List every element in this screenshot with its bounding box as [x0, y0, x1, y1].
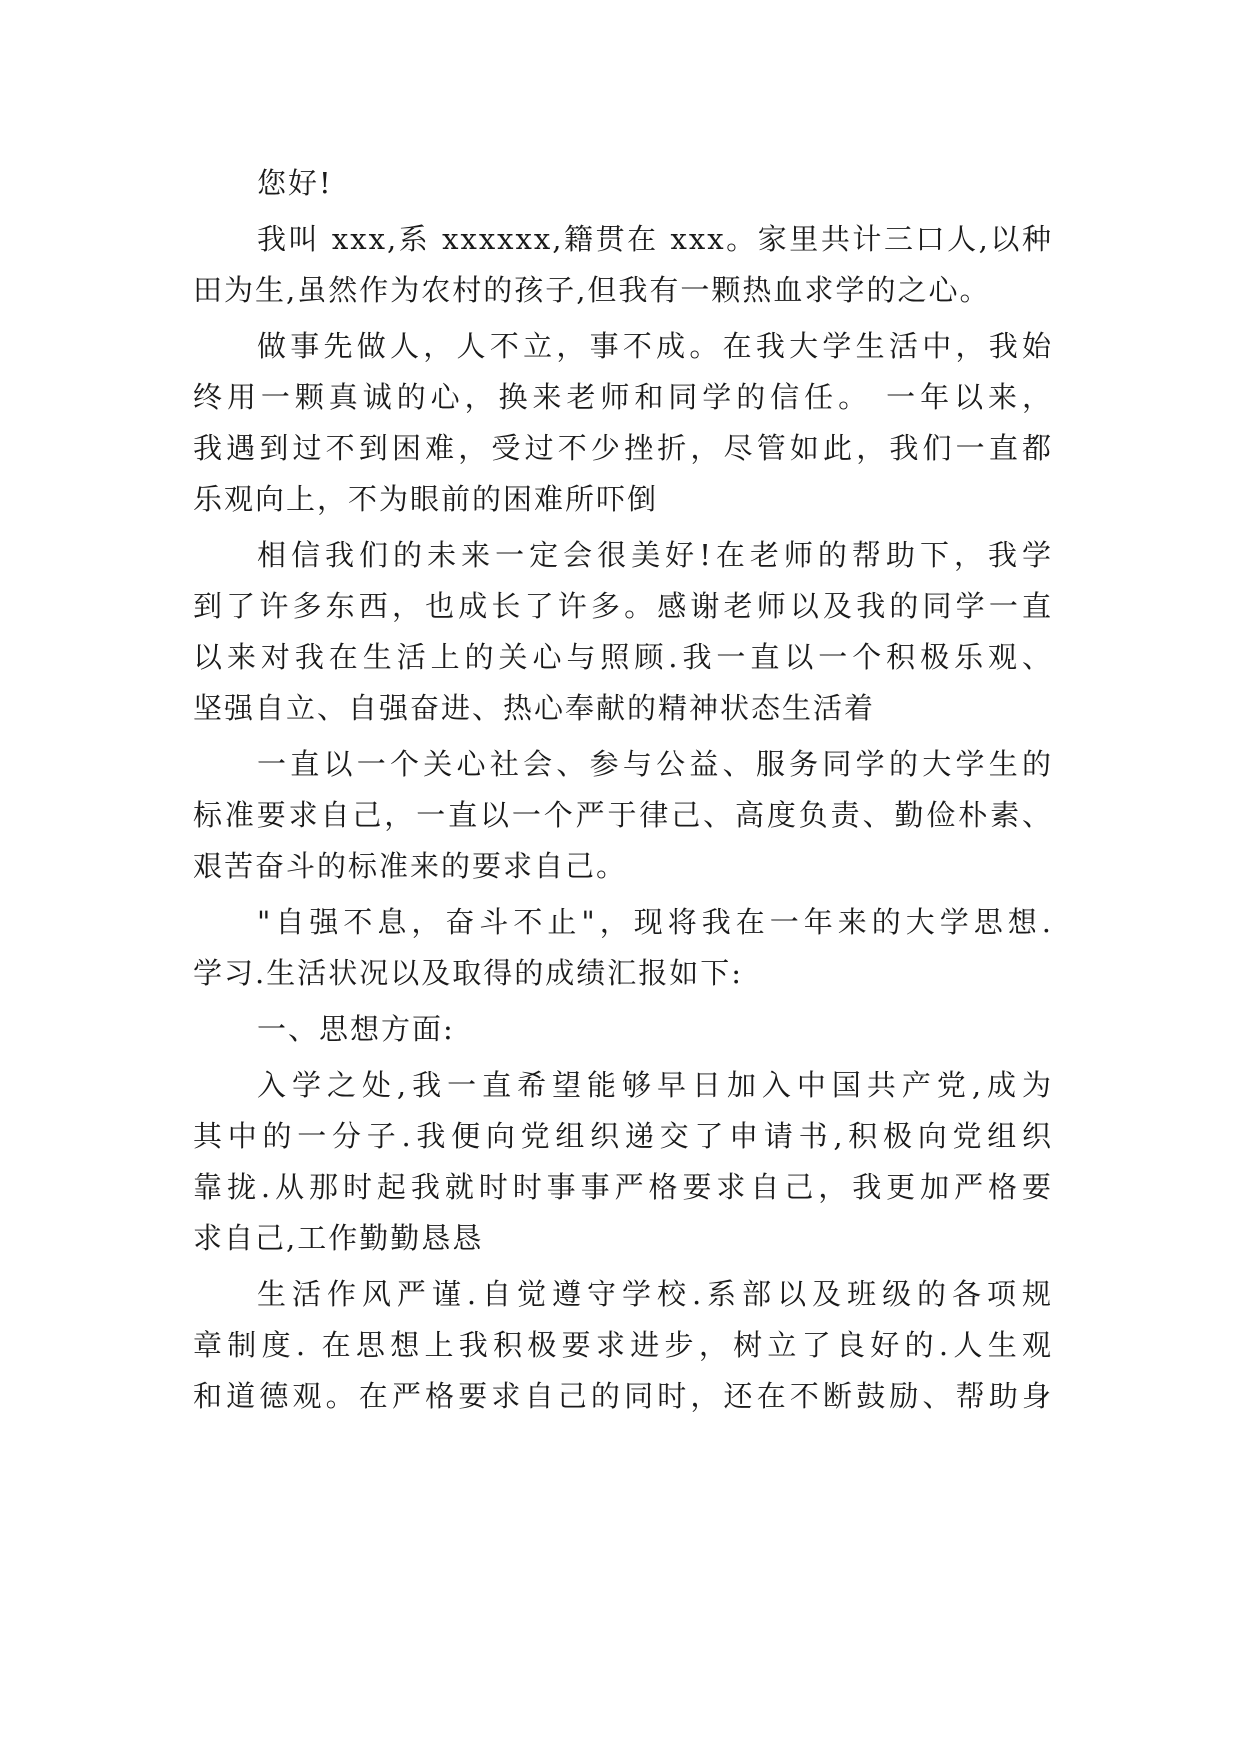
text-line: 到了许多东西，也成长了许多。感谢老师以及我的同学一直	[193, 589, 1053, 623]
greeting	[193, 158, 1053, 209]
text-line: 求自己,工作勤勤恳恳	[193, 1221, 484, 1255]
text-line: 我叫 xxx,系 xxxxxx,籍贯在 xxx。家里共计三口人,以种	[257, 222, 1053, 256]
text-line: 一、思想方面:	[257, 1012, 455, 1046]
paragraph-party-application	[193, 1060, 1053, 1264]
text-line: 生活作风严谨.自觉遵守学校.系部以及班级的各项规	[257, 1277, 1053, 1311]
paragraph-standards	[193, 739, 1053, 892]
paragraph-gratitude	[193, 530, 1053, 734]
paragraph-conduct	[193, 1269, 1053, 1422]
text-line: 其中的一分子.我便向党组织递交了申请书,积极向党组织	[193, 1119, 1053, 1153]
paragraph-report-intro	[193, 897, 1053, 999]
text-line: 入学之处,我一直希望能够早日加入中国共产党,成为	[257, 1068, 1053, 1102]
text-line: 田为生,虽然作为农村的孩子,但我有一颗热血求学的之心。	[193, 273, 991, 307]
text-line: 一直以一个关心社会、参与公益、服务同学的大学生的	[257, 747, 1053, 781]
text-line: 乐观向上，不为眼前的困难所吓倒	[193, 482, 659, 516]
text-line: 靠拢.从那时起我就时时事事严格要求自己，我更加严格要	[193, 1170, 1053, 1204]
text-line: 我遇到过不到困难，受过不少挫折，尽管如此，我们一直都	[193, 431, 1053, 465]
section-heading-thought	[193, 1004, 1053, 1055]
text-line: 章制度. 在思想上我积极要求进步，树立了良好的.人生观	[193, 1328, 1053, 1362]
letter-body	[193, 158, 1053, 1427]
text-line: 做事先做人，人不立，事不成。在我大学生活中，我始	[257, 329, 1053, 363]
text-line: 学习.生活状况以及取得的成绩汇报如下:	[193, 956, 743, 990]
text-line: 标准要求自己，一直以一个严于律己、高度负责、勤俭朴素、	[193, 798, 1053, 832]
paragraph-character	[193, 321, 1053, 525]
text-line: 您好!	[257, 166, 333, 200]
paragraph-introduction	[193, 214, 1053, 316]
text-line: 和道德观。在严格要求自己的同时，还在不断鼓励、帮助身	[193, 1379, 1053, 1413]
text-line: "自强不息，奋斗不止"，现将我在一年来的大学思想.	[257, 905, 1053, 939]
text-line: 终用一颗真诚的心，换来老师和同学的信任。 一年以来，	[193, 380, 1053, 414]
text-line: 艰苦奋斗的标准来的要求自己。	[193, 849, 628, 883]
text-line: 坚强自立、自强奋进、热心奉献的精神状态生活着	[193, 691, 876, 725]
text-line: 以来对我在生活上的关心与照顾.我一直以一个积极乐观、	[193, 640, 1053, 674]
text-line: 相信我们的未来一定会很美好!在老师的帮助下，我学	[257, 538, 1053, 572]
